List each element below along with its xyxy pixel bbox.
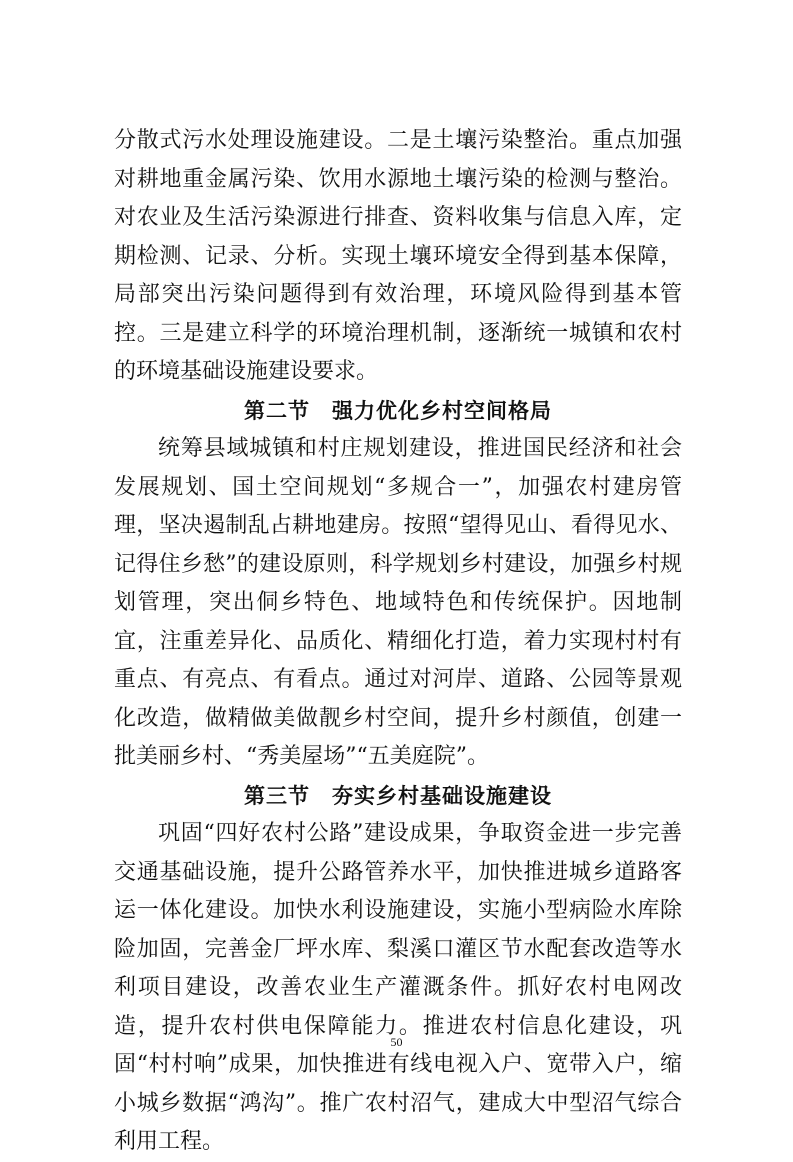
section-heading-rural-space: 第二节 强力优化乡村空间格局 (244, 398, 552, 423)
paragraph-rural-space-layout: 统筹县域城镇和村庄规划建设，推进国民经济和社会发展规划、国土空间规划“多规合一”，加强农村建房管理，坚决遏制乱占耕地建房。按照“望得见山、看得见水、记得住乡愁”的建设原则，科学规划乡村建设，加强乡村规划管理，突出侗乡特色、地域特色和传统保护。因地制宜，注重差异化、品质化、精细化打造，着力实现村村有重点、有亮点、有看点。通过对河岸、道路、公园等景观化改造，做精做美做靓乡村空间，提升乡村颜值，创建一批美丽乡村、“秀美屋场”“五美庭院”。 (114, 436, 682, 769)
section-heading-rural-infrastructure: 第三节 夯实乡村基础设施建设 (244, 783, 552, 808)
page-number: 50 (390, 1035, 403, 1049)
paragraph-environment-governance: 分散式污水处理设施建设。二是土壤污染整治。重点加强对耕地重金属污染、饮用水源地土壤污染的检测与整治。对农业及生活污染源进行排查、资料收集与信息入库，定期检测、记录、分析。实现土壤环境安全得到基本保障，局部突出污染问题得到有效治理，环境风险得到基本管控。三是建立科学的环境治理机制，逐渐统一城镇和农村的环境基础设施建设要求。 (114, 128, 682, 384)
document-body (114, 122, 682, 1162)
paragraph-rural-infrastructure: 巩固“四好农村公路”建设成果，争取资金进一步完善交通基础设施，提升公路管养水平，加快推进城乡道路客运一体化建设。加快水利设施建设，实施小型病险水库除险加固，完善金厂坪水库、梨溪口灌区节水配套改造等水利项目建设，改善农业生产灌溉条件。抓好农村电网改造，提升农村供电保障能力。推进农村信息化建设，巩固“村村响”成果，加快推进有线电视入户、宽带入户，缩小城乡数据“鸿沟”。推广农村沼气，建成大中型沼气综合利用工程。 (114, 821, 682, 1154)
